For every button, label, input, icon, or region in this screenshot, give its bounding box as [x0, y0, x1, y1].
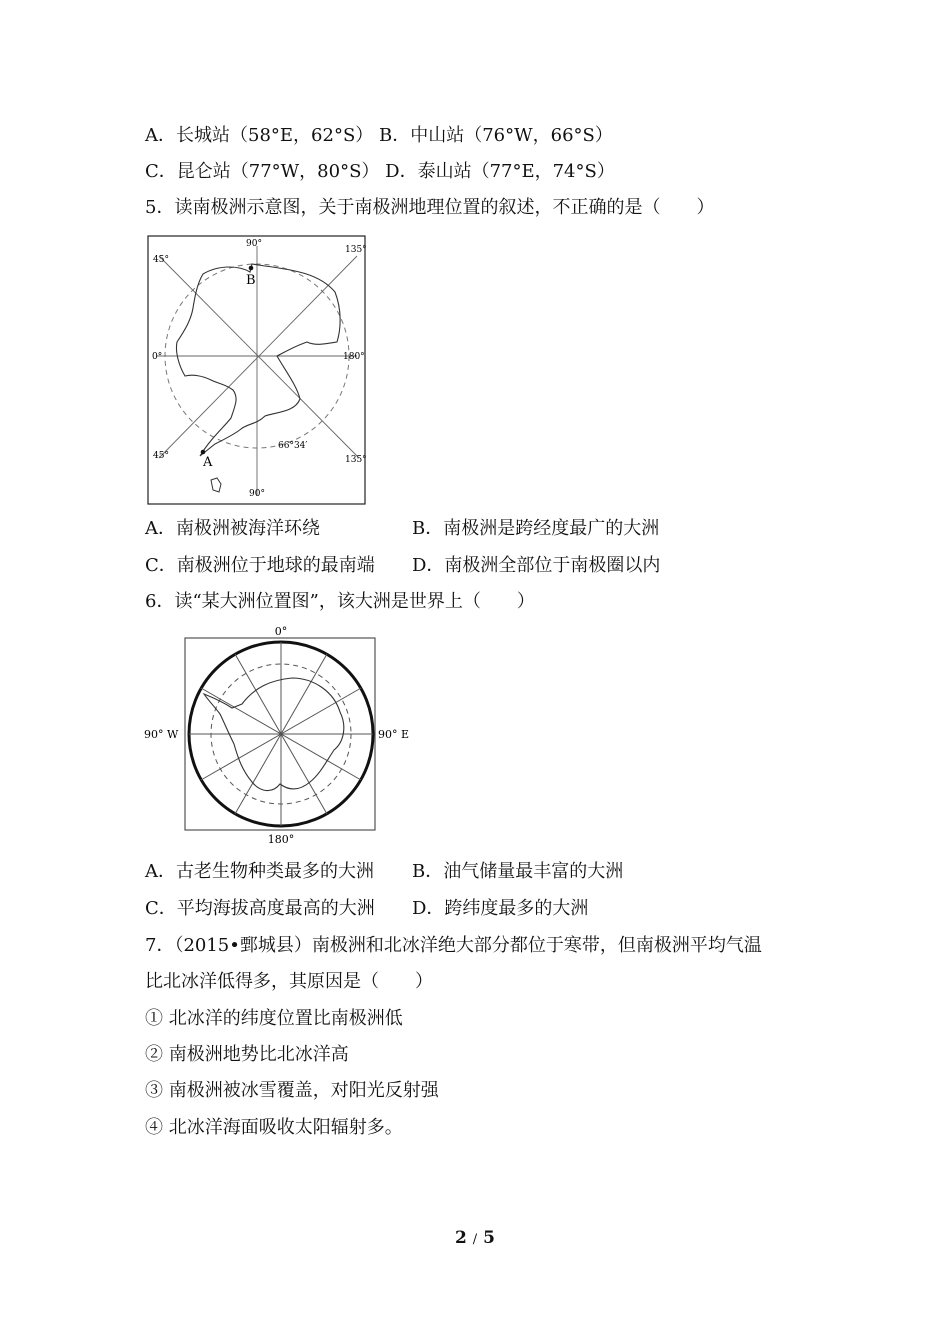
map1-label-tr: 135°: [345, 245, 367, 255]
map1-label-bl: 45°: [153, 451, 169, 461]
continent-position-figure: [142, 622, 422, 850]
page-number: [0, 1228, 950, 1248]
map2-label-right: 90° E: [378, 728, 410, 741]
q7-item-3: ③ 南极洲被冰雪覆盖，对阳光反射强: [145, 1080, 439, 1101]
map2-label-top: 0°: [274, 625, 288, 638]
map1-label-circle: 66°34′: [278, 441, 308, 451]
q7-stem-line-2: 比北冰洋低得多，其原因是（ ）: [145, 971, 433, 992]
q7-item-4: ④ 北冰洋海面吸收太阳辐射多。: [145, 1117, 403, 1138]
q6-option-d: D．跨纬度最多的大洲: [412, 898, 589, 919]
q6-option-b: B．油气储量最丰富的大洲: [412, 861, 624, 882]
q4-options-line-2: C．昆仑站（77°W，80°S） D．泰山站（77°E，74°S）: [145, 161, 615, 182]
q5-option-b: B．南极洲是跨经度最广的大洲: [412, 518, 660, 539]
q6-option-a: A．古老生物种类最多的大洲: [145, 861, 374, 882]
page-total: 5: [483, 1228, 495, 1248]
map1-label-bottom: 90°: [249, 489, 265, 499]
q7-stem-line-1: 7．（2015•鄄城县）南极洲和北冰洋绝大部分都位于寒带，但南极洲平均气温: [145, 935, 762, 956]
map1-point-b: B: [246, 273, 256, 288]
q6-option-c: C．平均海拔高度最高的大洲: [145, 898, 375, 919]
map2-label-left: 90° W: [144, 728, 179, 741]
q7-item-1: ① 北冰洋的纬度位置比南极洲低: [145, 1008, 403, 1029]
page-separator: /: [472, 1232, 478, 1247]
page-current: 2: [455, 1228, 467, 1248]
q7-item-2: ② 南极洲地势比北冰洋高: [145, 1044, 349, 1065]
map1-label-right: 180°: [343, 352, 365, 362]
q5-option-d: D．南极洲全部位于南极圈以内: [412, 555, 661, 576]
q5-option-c: C．南极洲位于地球的最南端: [145, 555, 375, 576]
map1-label-tl: 45°: [153, 255, 169, 265]
map1-label-br: 135°: [345, 455, 367, 465]
map1-point-a: A: [203, 455, 213, 470]
q4-options-line-1: A．长城站（58°E，62°S） B．中山站（76°W，66°S）: [145, 125, 613, 146]
q5-stem: 5．读南极洲示意图，关于南极洲地理位置的叙述，不正确的是（ ）: [145, 197, 715, 218]
map1-label-left: 0°: [152, 352, 163, 362]
q5-option-a: A．南极洲被海洋环绕: [145, 518, 320, 539]
antarctica-map-figure: [145, 234, 370, 508]
map2-label-bottom: 180°: [267, 833, 295, 846]
q6-stem: 6．读“某大洲位置图”，该大洲是世界上（ ）: [145, 591, 535, 612]
map1-label-top: 90°: [246, 239, 262, 249]
